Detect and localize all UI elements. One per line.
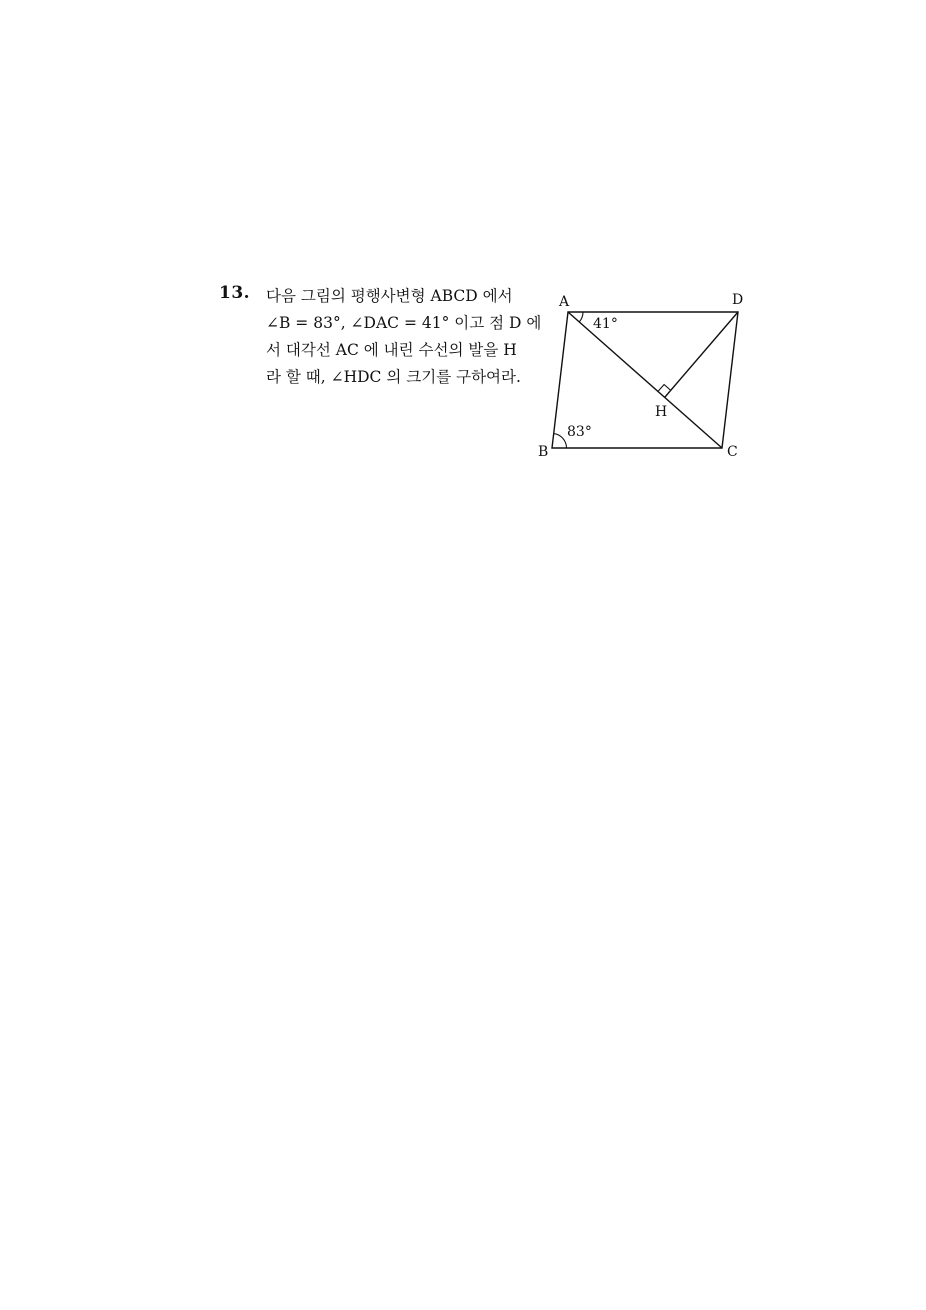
- right-angle-mark: [658, 385, 671, 392]
- angle-dac-label: 41°: [593, 316, 618, 332]
- statement-line-1: 다음 그림의 평행사변형 ABCD 에서: [266, 287, 513, 305]
- perpendicular-dh: [665, 312, 738, 397]
- angle-dac-arc: [579, 312, 583, 322]
- problem-number: 13.: [219, 283, 251, 303]
- statement-line-2: ∠B = 83°, ∠DAC = 41° 이고 점 D 에: [266, 314, 542, 332]
- point-a-label: A: [559, 294, 570, 310]
- angle-b-arc: [554, 434, 567, 448]
- angle-b-label: 83°: [567, 424, 592, 440]
- point-h-label: H: [655, 404, 668, 420]
- point-c-label: C: [727, 444, 738, 460]
- point-d-label: D: [732, 292, 744, 308]
- statement-line-3: 서 대각선 AC 에 내린 수선의 발을 H: [266, 341, 517, 359]
- parallelogram-diagram: [530, 286, 750, 466]
- point-b-label: B: [538, 444, 549, 460]
- problem-statement: [266, 283, 542, 391]
- statement-line-4: 라 할 때, ∠HDC 의 크기를 구하여라.: [266, 368, 521, 386]
- parallelogram-figure: [530, 286, 750, 466]
